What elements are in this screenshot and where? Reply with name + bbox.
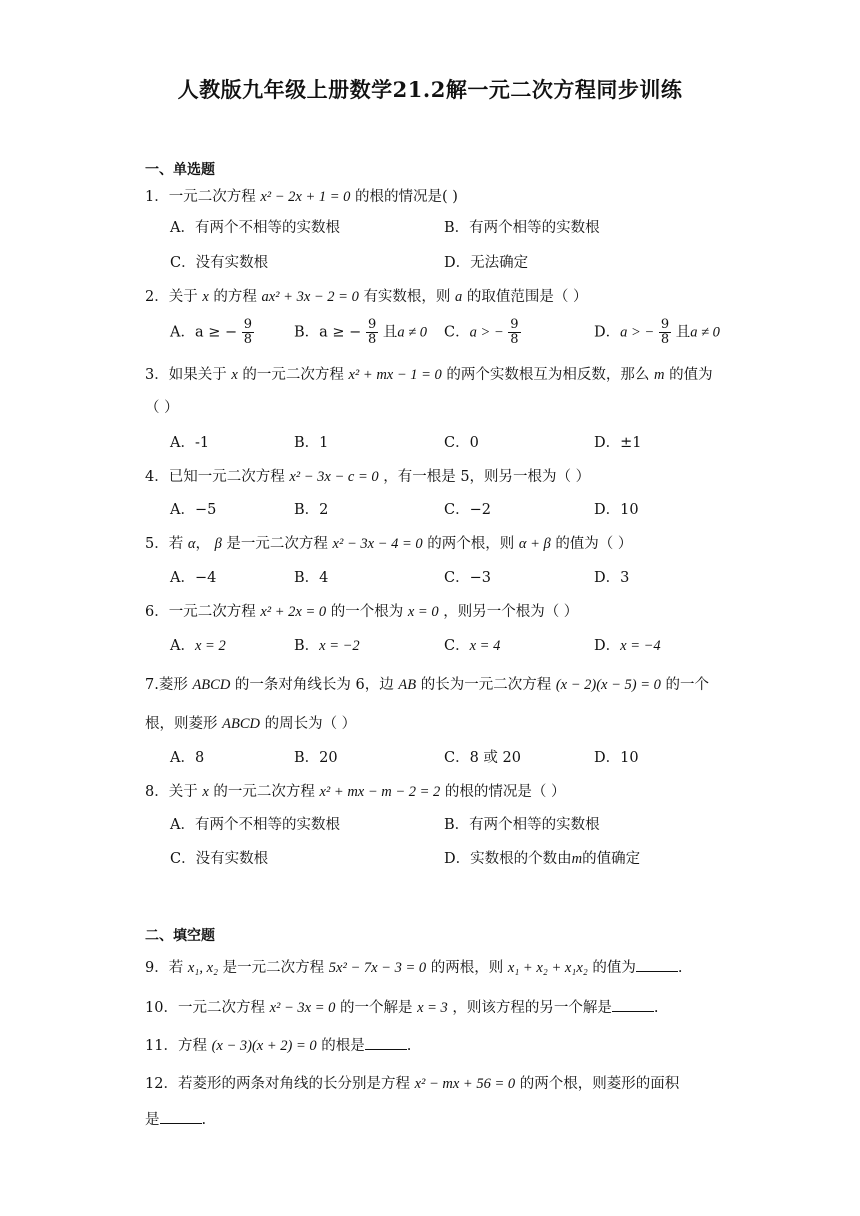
- q6-option-a: A．x = 2: [170, 638, 226, 654]
- q2-option-d: D．a > − $\frac{9}{8}$ 且a ≠ 0: [594, 317, 720, 347]
- equation: ax² + 3x − 2 = 0: [261, 289, 359, 305]
- q6-option-c: C．x = 4: [444, 638, 501, 654]
- q6-option-b: B．x = −2: [294, 638, 360, 654]
- answer-blank: [160, 1109, 202, 1124]
- question-2: 2．关于 x 的方程 ax² + 3x − 2 = 0 有实数根，则 a 的取值范围是（ ）: [145, 289, 588, 305]
- equation: (x − 3)(x + 2) = 0: [211, 1038, 317, 1054]
- q2-option-b: B．a ≥ − $\frac{9}{8}$ 且a ≠ 0: [294, 317, 428, 347]
- q5-option-d: D．3: [594, 570, 630, 586]
- q1-option-b: B．有两个相等的实数根: [444, 220, 600, 236]
- page-title: 人教版九年级上册数学21.2解一元二次方程同步训练: [177, 77, 683, 102]
- q4-option-d: D．10: [594, 502, 639, 518]
- question-9: 9．若 x₁, x₂ 是一元二次方程 5x² − 7x − 3 = 0 的两根，则 x₁ + x₂ + x₁x₂ 的值为 .: [145, 957, 683, 978]
- q7-option-b: B．20: [294, 750, 338, 766]
- q3-option-d: D．±1: [594, 435, 642, 451]
- q8-option-c: C．没有实数根: [170, 851, 269, 867]
- question-6: 6．一元二次方程 x² + 2x = 0 的一个根为 x = 0 ，则另一个根为（ ）: [145, 604, 579, 620]
- question-10: 10．一元二次方程 x² − 3x = 0 的一个解是 x = 3 ，则该方程的另一个解是 .: [145, 997, 659, 1018]
- fraction: $\frac{9}{8}$: [660, 317, 670, 347]
- answer-blank: [365, 1035, 407, 1050]
- q5-option-a: A．−4: [170, 570, 217, 586]
- q3-option-c: C．0: [444, 435, 479, 451]
- question-12: 12．若菱形的两条对角线的长分别是方程 x² − mx + 56 = 0 的两个根，则菱形的面积: [145, 1076, 680, 1092]
- equation: (x − 2)(x − 5) = 0: [555, 677, 661, 693]
- question-1: 1．一元二次方程 x² − 2x + 1 = 0 的根的情况是( ): [145, 189, 458, 205]
- q4-option-a: A．−5: [170, 502, 217, 518]
- question-8: 8．关于 x 的一元二次方程 x² + mx − m − 2 = 2 的根的情况是（ ）: [145, 784, 566, 800]
- answer-blank: [612, 997, 654, 1012]
- question-4: 4．已知一元二次方程 x² − 3x − c = 0 ，有一根是 5，则另一根为（ ）: [145, 469, 591, 485]
- q2-option-a: A．a ≥ − $\frac{9}{8}$: [170, 317, 253, 347]
- fraction: $\frac{9}{8}$: [243, 317, 253, 347]
- equation: x² − 3x = 0: [269, 1000, 336, 1016]
- q5-option-b: B．4: [294, 570, 329, 586]
- q3-option-b: B．1: [294, 435, 329, 451]
- q8-option-a: A．有两个不相等的实数根: [170, 817, 340, 833]
- question-12-line2: 是 .: [145, 1109, 206, 1130]
- q1-option-d: D．无法确定: [444, 255, 529, 271]
- question-3: 3．如果关于 x 的一元二次方程 x² + mx − 1 = 0 的两个实数根互为相反数，那么 m 的值为: [145, 367, 713, 383]
- q7-option-c: C．8 或 20: [444, 750, 521, 766]
- q1-option-c: C．没有实数根: [170, 255, 269, 271]
- question-5: 5．若 α， β 是一元二次方程 x² − 3x − 4 = 0 的两个根，则 α + β 的值为（ ）: [145, 536, 633, 552]
- q2-option-c: C．a > − $\frac{9}{8}$: [444, 317, 519, 347]
- equation: x² − mx + 56 = 0: [414, 1076, 516, 1092]
- section-heading-fill-blank: 二、填空题: [145, 928, 215, 944]
- question-7: 7.菱形 ABCD 的一条对角线长为 6，边 AB 的长为一元二次方程 (x − 2)(x − 5) = 0 的一个: [145, 677, 709, 693]
- question-11: 11．方程 (x − 3)(x + 2) = 0 的根是 .: [145, 1035, 411, 1056]
- equation: x² − 3x − 4 = 0: [332, 536, 423, 552]
- section-heading-single-choice: 一、单选题: [145, 162, 215, 178]
- q8-option-d: D．实数根的个数由m的值确定: [444, 851, 641, 867]
- q4-option-c: C．−2: [444, 502, 491, 518]
- equation: x² − 2x + 1 = 0: [260, 189, 351, 205]
- q7-option-d: D．10: [594, 750, 639, 766]
- fraction: $\frac{9}{8}$: [510, 317, 519, 347]
- q6-option-d: D．x = −4: [594, 638, 661, 654]
- question-3-paren: （ ）: [145, 400, 179, 416]
- q1-option-a: A．有两个不相等的实数根: [170, 220, 340, 236]
- question-7-line2: 根，则菱形 ABCD 的周长为（ ）: [145, 716, 357, 732]
- equation: x² − 3x − c = 0: [289, 469, 379, 485]
- equation: 5x² − 7x − 3 = 0: [328, 960, 427, 976]
- equation: x² + mx − 1 = 0: [348, 367, 442, 383]
- q8-option-b: B．有两个相等的实数根: [444, 817, 600, 833]
- equation: x² + 2x = 0: [260, 604, 327, 620]
- q5-option-c: C．−3: [444, 570, 491, 586]
- answer-blank: [636, 957, 678, 972]
- q7-option-a: A．8: [170, 750, 205, 766]
- q3-option-a: A．-1: [170, 435, 210, 451]
- fraction: $\frac{9}{8}$: [367, 317, 377, 347]
- q4-option-b: B．2: [294, 502, 329, 518]
- equation: x² + mx − m − 2 = 2: [319, 784, 441, 800]
